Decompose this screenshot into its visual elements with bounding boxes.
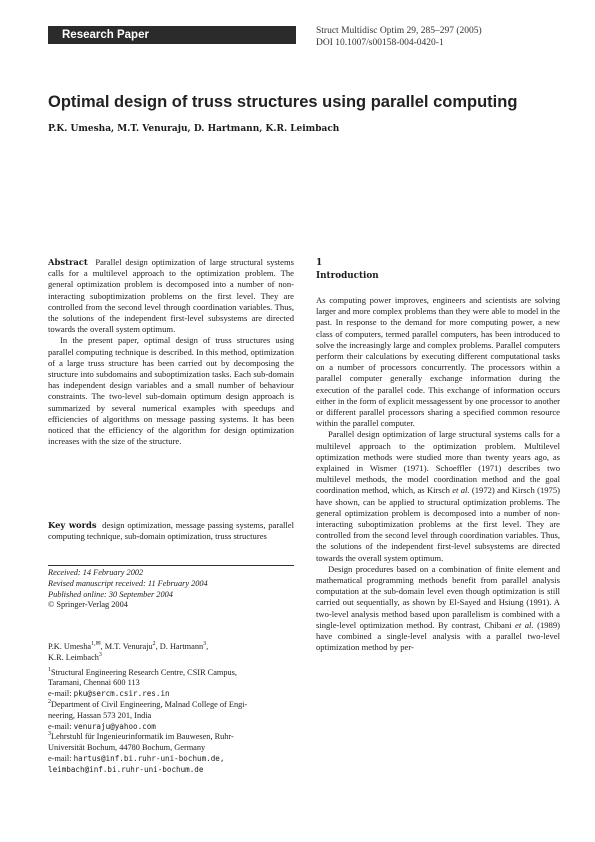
abstract-paragraph-2: In the present paper, optimal design of truss structures using parallel computing technique is described. In this method, optimization of a large truss structure has been carried out by decomposing the structure into subdomains and suboptimization tasks. Each sub-domain has independent design variables and a small number of behaviour constraints. The two-level sub-domain optimum design approach is summarized by several numerical examples with speedups and efficiencies of algorithms on message passing systems. It has been noticed that the efficiency of the algorithm for design optimization increases with the size of the structure.: [48, 335, 294, 447]
abstract-paragraph-1: [48, 257, 294, 335]
introduction-body: [316, 295, 560, 654]
received-date: Received: 14 February 2002: [48, 568, 144, 577]
abstract-text-1: Parallel design optimization of large structural systems calls for a multilevel approach to the optimization problem. The general optimization problem is decomposed into a number of non-interacting suboptimization problems on the first level. They are controlled from the second level through coordination variables. Thus, the solutions of the independent first-level subsystems are directed towards the overall system optimum.: [48, 257, 294, 335]
affiliation-3-line-2: Universität Bochum, 44780 Bochum, Germany: [48, 743, 206, 753]
section-heading: Introduction: [316, 271, 379, 281]
paper-title: Optimal design of truss structures using parallel computing: [48, 93, 518, 111]
publication-dates: [48, 568, 294, 611]
article-type-badge: Research Paper: [48, 26, 296, 44]
intro-paragraph-3: Design procedures based on a combination of finite element and mathematical programming methods benefit from parallel analysis computation at the sub-domain level even though optimization is still carried out sequentially, as shown by El-Sayed and Hsiung (1991). A two-level analysis method based upon parallelism is combined with a single-level optimization method. By contrast, Chibani et al. (1989) have combined a single-level analysis with a parallel two-level optimization method by per-: [316, 563, 561, 653]
keywords-block: [48, 520, 294, 542]
affiliation-1: $^1$Structural Engineering Research Centre, CSIR Campus,: [48, 666, 237, 677]
affiliation-2-line-2: neering, Hassan 573 201, India: [48, 710, 152, 720]
affiliation-2: $^2$Department of Civil Engineering, Malnad College of Engi-: [48, 699, 248, 709]
affiliation-3-email: e-mail: hartus@inf.bi.ruhr-uni-bochum.de,: [48, 753, 225, 763]
abstract-block: [48, 257, 294, 447]
author-list: P.K. Umesha, M.T. Venuraju, D. Hartmann, K.R. Leimbach: [48, 124, 340, 134]
intro-paragraph-1: As computing power improves, engineers and scientists are solving larger and more complex problems than they were able to model in the past. In response to the demand for more computing power, a new class of computers, termed parallel computers, has been introduced to solve the increasingly large and complex problems. Parallel computers perform their calculations by executing different computational tasks on a number of processors concurrently. The processors within a parallel computer generally exchange information during the execution of the parallel code. This exchange of information occurs either in the form of explicit messagessent by one processor to another or different parallel processors sharing a specified common resource within the parallel computer.: [316, 295, 560, 429]
abstract-label: Abstract: [48, 257, 88, 267]
revised-date: Revised manuscript received: 11 February 2004: [48, 578, 208, 588]
affiliations-block: [48, 642, 294, 776]
copyright-line: © Springer-Verlag 2004: [48, 600, 128, 610]
author-footnote-line-2: K.R. Leimbach$^3$: [48, 652, 102, 662]
affiliation-1-email: e-mail: pku@sercm.csir.res.in: [48, 689, 170, 699]
email-link-3[interactable]: hartus@inf.bi.ruhr-uni-bochum.de,: [73, 753, 225, 763]
affiliation-2-email: e-mail: venuraju@yahoo.com: [48, 721, 156, 731]
email-link-1[interactable]: pku@sercm.csir.res.in: [73, 689, 170, 699]
intro-paragraph-2: Parallel design optimization of large structural systems calls for a multilevel approach to the optimization problem. Multilevel optimization methods were studied more than twenty years ago, as explained in Wismer (1971). Schoeffler (1971) describes two multilevel methods, the model coordination method and the goal coordination method, which, as Kirsch et al. (1972) and Kirsch (1975) have shown, can be applied to structural optimization problems. The general optimization problem is decomposed into a number of non-interacting suboptimization problems at the first level. They are controlled from the second level through coordination variables. Thus, the solutions of the independent first-level subsystems are directed towards the overall system optimum.: [316, 429, 560, 563]
published-date: Published online: 30 September 2004: [48, 589, 173, 599]
keywords-text: design optimization, message passing systems, parallel computing technique, sub-domain optimization, truss structures: [48, 520, 295, 542]
section-number: 1: [316, 258, 323, 268]
doi-line: DOI 10.1007/s00158-004-0420-1: [316, 38, 444, 48]
email-link-2[interactable]: venuraju@yahoo.com: [73, 721, 156, 731]
journal-volume-line: Struct Multidisc Optim 29, 285–297 (2005): [316, 26, 482, 36]
email-link-4[interactable]: leimbach@inf.bi.ruhr-uni-bochum.de: [48, 764, 204, 774]
journal-citation: [316, 25, 482, 49]
affiliation-1-line-2: Taramani, Chennai 600 113: [48, 678, 140, 688]
affiliation-3: $^3$Lehrstuhl für Ingenieurinformatik im Bauwesen, Ruhr-: [48, 731, 234, 742]
keywords-label: Key words: [48, 520, 97, 530]
author-footnote-line: P.K. Umesha$^{1,✉}$, M.T. Venuraju$^2$, D. Hartmann$^3$,: [48, 641, 209, 651]
footnote-divider: [48, 565, 294, 566]
